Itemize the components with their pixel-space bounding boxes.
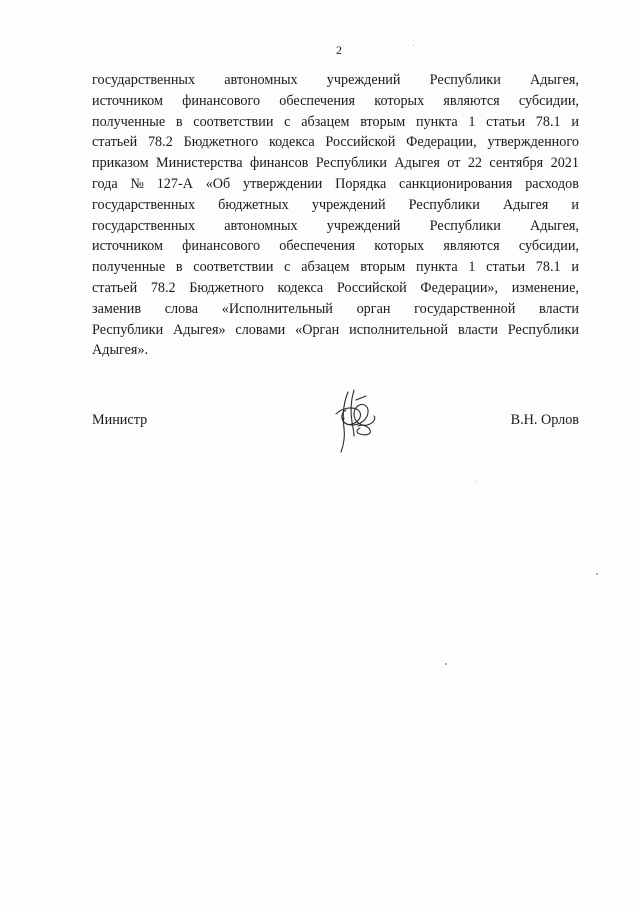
word: 78.1 xyxy=(535,259,561,276)
text-line xyxy=(92,320,579,341)
scan-speck xyxy=(413,45,414,46)
word: санкционирования xyxy=(399,175,513,192)
word: Российской xyxy=(325,134,396,151)
text-line-last: Адыгея». xyxy=(92,342,149,359)
text-line xyxy=(92,278,579,299)
word: учреждений xyxy=(326,72,401,88)
word: полученные xyxy=(92,259,166,276)
word: статьей xyxy=(92,279,138,296)
word: финансового xyxy=(182,92,261,109)
word: сентября xyxy=(489,155,544,172)
word: 78.1 xyxy=(535,113,561,130)
text-line xyxy=(92,112,579,133)
word: расходов xyxy=(525,175,579,192)
word: Порядка xyxy=(335,175,387,192)
word: в xyxy=(175,259,183,276)
word: Федерации», xyxy=(420,279,499,296)
word: вторым xyxy=(360,113,406,130)
word: государственных xyxy=(92,217,196,234)
word: с xyxy=(284,113,291,130)
scan-speck xyxy=(596,573,598,575)
word: утверждении xyxy=(242,175,323,192)
word: Федерации, xyxy=(406,134,477,151)
text-line xyxy=(92,91,579,112)
text-line xyxy=(92,236,579,257)
word: от xyxy=(447,155,461,172)
word: бюджетных xyxy=(218,196,289,213)
text-line xyxy=(92,132,579,153)
word: статьей xyxy=(92,134,138,151)
page-number: 2 xyxy=(336,43,342,57)
word: Республики xyxy=(429,217,501,234)
word: автономных xyxy=(224,217,298,234)
text-line xyxy=(92,257,579,278)
text-line xyxy=(92,174,579,195)
word: «Исполнительный xyxy=(221,300,333,317)
word: власти xyxy=(538,300,579,317)
text-line xyxy=(92,195,579,216)
word: обеспечения xyxy=(279,92,356,109)
word: 2021 xyxy=(550,155,579,172)
word: соответствии xyxy=(193,113,274,130)
word: 78.2 xyxy=(147,134,173,151)
word: финансового xyxy=(182,238,261,255)
word: абзацем xyxy=(301,259,350,276)
word: источником xyxy=(92,92,163,109)
word: субсидии, xyxy=(518,238,579,255)
word: «Об xyxy=(205,175,231,192)
word: вторым xyxy=(360,259,406,276)
word: словами xyxy=(235,321,286,338)
word: статьи xyxy=(486,259,526,276)
word: 1 xyxy=(468,259,476,276)
word: Российской xyxy=(336,279,407,296)
word: статьи xyxy=(486,113,526,130)
word: Бюджетного xyxy=(183,134,259,151)
word: утвержденного xyxy=(487,134,579,151)
handwritten-signature xyxy=(332,388,380,454)
scan-speck xyxy=(476,481,477,482)
word: «Орган xyxy=(295,321,340,338)
word: изменение, xyxy=(511,279,579,296)
word: в xyxy=(175,113,183,130)
word: Республики xyxy=(408,196,480,213)
word: Республики xyxy=(429,72,501,88)
word: Республики xyxy=(507,321,579,338)
word: с xyxy=(284,259,291,276)
word: учреждений xyxy=(311,196,386,213)
word: Адыгея» xyxy=(173,321,226,338)
word: являются xyxy=(443,238,500,255)
word: пункта xyxy=(415,113,458,130)
word: пункта xyxy=(415,259,458,276)
word: Республики xyxy=(92,321,164,338)
word: Республики xyxy=(315,155,387,172)
word: и xyxy=(571,196,579,213)
word: года xyxy=(92,175,118,192)
word: и xyxy=(571,259,579,276)
word: орган xyxy=(356,300,391,317)
word: кодекса xyxy=(268,134,315,151)
word: абзацем xyxy=(301,113,350,130)
word: государственной xyxy=(414,300,516,317)
text-line xyxy=(92,216,579,237)
text-line xyxy=(92,153,579,174)
word: являются xyxy=(443,92,500,109)
word: Бюджетного xyxy=(189,279,264,296)
word: соответствии xyxy=(193,259,274,276)
word: которых xyxy=(374,238,425,255)
text-line xyxy=(92,299,579,320)
word: Министерства xyxy=(156,155,243,172)
word: слова xyxy=(164,300,199,317)
word: государственных xyxy=(92,72,196,88)
text-line xyxy=(92,70,579,91)
word: обеспечения xyxy=(279,238,356,255)
word: учреждений xyxy=(326,217,401,234)
word: и xyxy=(571,113,579,130)
word: исполнительной xyxy=(349,321,449,338)
word: 127-А xyxy=(156,175,193,192)
word: приказом xyxy=(92,155,149,172)
word: государственных xyxy=(92,196,196,213)
body-paragraph xyxy=(92,70,579,361)
word: Адыгея, xyxy=(529,72,579,88)
word: власти xyxy=(457,321,498,338)
word: Адыгея xyxy=(502,196,549,213)
word: субсидии, xyxy=(518,92,579,109)
word: 1 xyxy=(468,113,476,130)
word: заменив xyxy=(92,300,142,317)
scan-speck xyxy=(445,663,447,665)
word: 78.2 xyxy=(150,279,176,296)
word: полученные xyxy=(92,113,166,130)
word: которых xyxy=(374,92,425,109)
word: кодекса xyxy=(277,279,324,296)
word: источником xyxy=(92,238,163,255)
signatory-name: В.Н. Орлов xyxy=(510,412,579,428)
word: автономных xyxy=(224,72,298,88)
word: Адыгея, xyxy=(529,217,579,234)
signatory-title: Министр xyxy=(92,412,148,428)
word: Адыгея xyxy=(394,155,440,172)
word: 22 xyxy=(467,155,482,172)
word: финансов xyxy=(250,155,309,172)
word: № xyxy=(130,175,144,192)
